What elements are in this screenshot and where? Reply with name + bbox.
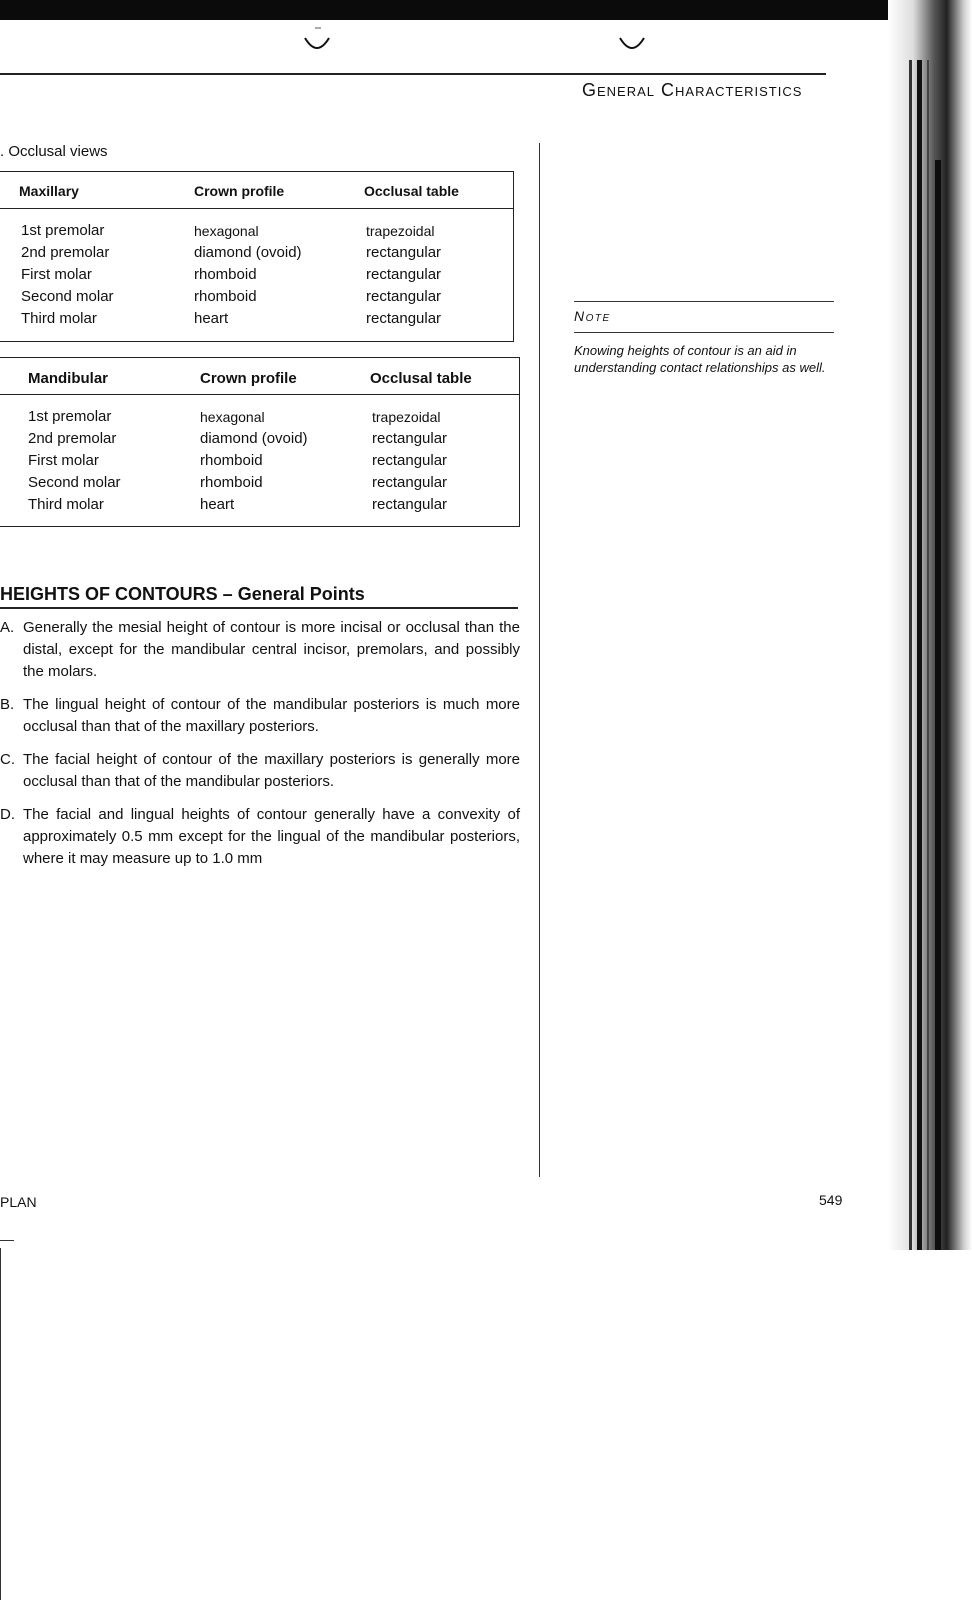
list-letter: A. [0,619,15,636]
list-text: The facial height of contour of the maxillary posteriors is generally more occlusal than that of the mandibular posteriors. [23,751,520,790]
note-title: Note [574,308,611,324]
table-cell: rhomboid [200,474,263,491]
scan-top-edge [0,0,972,20]
table-cell: rectangular [366,244,442,261]
list-text: The facial and lingual heights of contour generally have a convexity of approximately 0.5 mm except for the lingual of the mandibular posteriors, where it may measure up to 1.0 mm [23,806,520,867]
list-letter: D. [0,806,15,823]
list-letter: C. [0,751,15,768]
column-divider [539,143,540,1177]
table-cell: 1st premolar [28,408,112,425]
binding-texture [905,60,945,1250]
table-cell: 2nd premolar [21,244,110,261]
section-heading: HEIGHTS OF CONTOURS – General Points [0,584,365,604]
note-body: Knowing heights of contour is an aid in understanding contact relationships as well. [574,343,826,375]
table-cell: rectangular [366,266,442,283]
table-cell: Third molar [21,310,97,327]
table-cell: trapezoidal [372,409,441,425]
heading-rule [0,607,518,609]
table-cell: hexagonal [194,223,259,239]
table-cell: rectangular [372,474,448,491]
header-rule [0,73,826,75]
table-cell: diamond (ovoid) [194,244,302,261]
section-label: . Occlusal views [0,143,108,160]
table-cell: heart [200,496,235,513]
binder-clip-icon [303,24,331,54]
table-cell: rectangular [372,496,448,513]
page-number: 549 [819,1192,843,1208]
table-cell: rectangular [372,430,448,447]
table-cell: rhomboid [194,288,257,305]
footer-publisher: PLAN [0,1194,37,1210]
table-cell: rectangular [366,288,442,305]
mandibular-table [0,357,520,527]
list-item [0,617,520,685]
column-header: Occlusal table [364,183,459,199]
table-cell: First molar [28,452,99,469]
table-cell: 1st premolar [21,222,105,239]
crop-mark [0,1240,14,1241]
running-head: General Characteristics [582,80,803,100]
maxillary-table [0,171,514,342]
table-cell: trapezoidal [366,223,435,239]
list-text: Generally the mesial height of contour is more incisal or occlusal than the distal, except for the mandibular central incisor, premolars, and possibly the molars. [23,619,520,680]
column-header: Crown profile [194,183,285,199]
binder-clip-icon [618,24,646,54]
table-cell: rhomboid [200,452,263,469]
table-cell: rhomboid [194,266,257,283]
note-bottom-rule [574,332,834,333]
note-top-rule [574,301,834,302]
list-item [0,749,520,795]
table-cell: hexagonal [200,409,265,425]
list-item [0,694,520,740]
list-letter: B. [0,696,15,713]
table-cell: heart [194,310,229,327]
table-cell: Second molar [28,474,121,491]
list-item [0,804,520,872]
column-header: Maxillary [19,183,79,199]
crop-mark [0,1248,1,1600]
table-cell: diamond (ovoid) [200,430,308,447]
table-cell: rectangular [366,310,442,327]
column-header: Crown profile [200,370,297,387]
column-header: Occlusal table [370,370,472,387]
table-cell: First molar [21,266,92,283]
table-cell: rectangular [372,452,448,469]
table-cell: 2nd premolar [28,430,117,447]
table-cell: Second molar [21,288,114,305]
list-text: The lingual height of contour of the mandibular posteriors is much more occlusal than that of the maxillary posteriors. [23,696,520,735]
column-header: Mandibular [28,370,109,387]
table-cell: Third molar [28,496,104,513]
